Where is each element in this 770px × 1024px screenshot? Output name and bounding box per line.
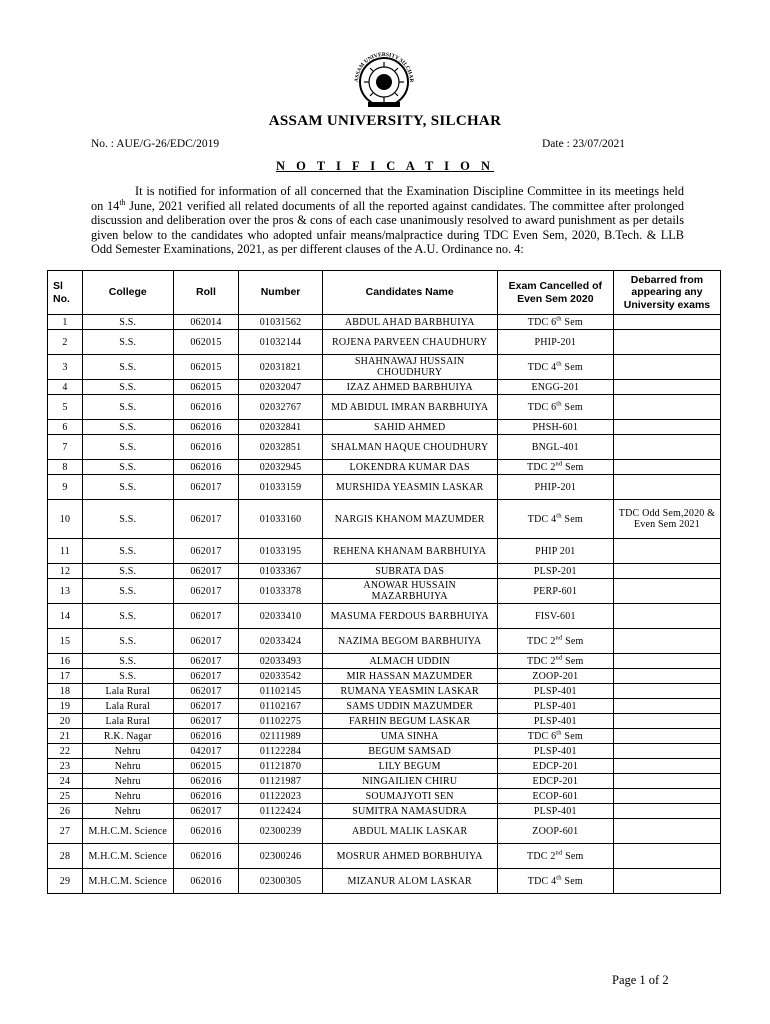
cell-roll: 062016: [173, 435, 239, 460]
cell-college: Lala Rural: [82, 699, 173, 714]
cell-roll: 062017: [173, 699, 239, 714]
cell-number: 02031821: [239, 355, 322, 380]
page-number: Page 1 of 2: [612, 973, 669, 987]
cell-exam-cancelled: ENGG-201: [497, 380, 613, 395]
table-row: [48, 669, 721, 684]
cell-sl: 3: [48, 355, 83, 380]
table-row: [48, 539, 721, 564]
cell-name: LILY BEGUM: [322, 759, 497, 774]
cell-exam-cancelled: EDCP-201: [497, 759, 613, 774]
cell-name: FARHIN BEGUM LASKAR: [322, 714, 497, 729]
cell-sl: 16: [48, 654, 83, 669]
table-row: [48, 629, 721, 654]
cell-name: MASUMA FERDOUS BARBHUIYA: [322, 604, 497, 629]
cell-roll: 062016: [173, 420, 239, 435]
table-row: [48, 475, 721, 500]
cell-college: S.S.: [82, 604, 173, 629]
cell-sl: 11: [48, 539, 83, 564]
cell-exam-cancelled: TDC 6th Sem: [497, 395, 613, 420]
cell-sl: 15: [48, 629, 83, 654]
cell-debarred: [613, 420, 720, 435]
cell-debarred: [613, 669, 720, 684]
cell-exam-cancelled: BNGL-401: [497, 435, 613, 460]
cell-college: S.S.: [82, 500, 173, 539]
cell-exam-cancelled: FISV-601: [497, 604, 613, 629]
cell-debarred: [613, 315, 720, 330]
cell-exam-cancelled: TDC 6th Sem: [497, 729, 613, 744]
cell-roll: 062017: [173, 579, 239, 604]
cell-number: 01032144: [239, 330, 322, 355]
cell-name: ROJENA PARVEEN CHAUDHURY: [322, 330, 497, 355]
table-row: [48, 729, 721, 744]
svg-text:ASSAM UNIVERSITY SILCHAR: ASSAM UNIVERSITY SILCHAR: [353, 52, 415, 83]
cell-number: 02032767: [239, 395, 322, 420]
cell-debarred: [613, 564, 720, 579]
cell-college: R.K. Nagar: [82, 729, 173, 744]
cell-sl: 19: [48, 699, 83, 714]
cell-exam-cancelled: ECOP-601: [497, 789, 613, 804]
table-row: [48, 395, 721, 420]
cell-college: S.S.: [82, 315, 173, 330]
cell-exam-cancelled: TDC 2nd Sem: [497, 629, 613, 654]
cell-debarred: [613, 844, 720, 869]
cell-sl: 24: [48, 774, 83, 789]
cell-debarred: [613, 539, 720, 564]
cell-debarred: [613, 654, 720, 669]
col-header-number: Number: [239, 271, 322, 315]
cell-college: Nehru: [82, 789, 173, 804]
cell-name: SHAHNAWAJ HUSSAIN CHOUDHURY: [322, 355, 497, 380]
cell-name: UMA SINHA: [322, 729, 497, 744]
col-header-roll: Roll: [173, 271, 239, 315]
cell-number: 02032851: [239, 435, 322, 460]
cell-sl: 26: [48, 804, 83, 819]
cell-roll: 062017: [173, 629, 239, 654]
punishment-table: [47, 270, 721, 894]
table-row: [48, 744, 721, 759]
cell-roll: 062015: [173, 330, 239, 355]
cell-name: RUMANA YEASMIN LASKAR: [322, 684, 497, 699]
table-row: [48, 819, 721, 844]
cell-number: 01122284: [239, 744, 322, 759]
cell-exam-cancelled: PHIP-201: [497, 475, 613, 500]
cell-roll: 062016: [173, 844, 239, 869]
col-header-exam-cancelled: Exam Cancelled of Even Sem 2020: [497, 271, 613, 315]
cell-exam-cancelled: EDCP-201: [497, 774, 613, 789]
cell-name: MOSRUR AHMED BORBHUIYA: [322, 844, 497, 869]
table-header-row: [48, 271, 721, 315]
cell-college: Nehru: [82, 774, 173, 789]
cell-roll: 062015: [173, 355, 239, 380]
cell-debarred: [613, 699, 720, 714]
cell-name: MURSHIDA YEASMIN LASKAR: [322, 475, 497, 500]
notification-date: Date : 23/07/2021: [542, 138, 626, 150]
cell-debarred: [613, 759, 720, 774]
cell-number: 02032841: [239, 420, 322, 435]
cell-sl: 6: [48, 420, 83, 435]
cell-number: 01033367: [239, 564, 322, 579]
cell-exam-cancelled: TDC 2nd Sem: [497, 654, 613, 669]
cell-college: Nehru: [82, 759, 173, 774]
cell-exam-cancelled: PLSP-401: [497, 714, 613, 729]
cell-number: 01122023: [239, 789, 322, 804]
cell-roll: 062017: [173, 564, 239, 579]
cell-exam-cancelled: PLSP-401: [497, 684, 613, 699]
cell-roll: 062016: [173, 819, 239, 844]
cell-roll: 062015: [173, 759, 239, 774]
cell-debarred: [613, 744, 720, 759]
cell-name: SUMITRA NAMASUDRA: [322, 804, 497, 819]
cell-college: S.S.: [82, 355, 173, 380]
cell-exam-cancelled: TDC 4th Sem: [497, 355, 613, 380]
cell-exam-cancelled: ZOOP-601: [497, 819, 613, 844]
cell-exam-cancelled: TDC 2nd Sem: [497, 460, 613, 475]
cell-college: S.S.: [82, 669, 173, 684]
cell-number: 02033410: [239, 604, 322, 629]
cell-roll: 062017: [173, 804, 239, 819]
cell-number: 02300239: [239, 819, 322, 844]
table-row: [48, 774, 721, 789]
cell-name: SOUMAJYOTI SEN: [322, 789, 497, 804]
table-row: [48, 315, 721, 330]
cell-college: S.S.: [82, 380, 173, 395]
cell-roll: 062014: [173, 315, 239, 330]
cell-debarred: [613, 604, 720, 629]
cell-roll: 062017: [173, 669, 239, 684]
cell-roll: 062017: [173, 539, 239, 564]
table-row: [48, 789, 721, 804]
cell-name: MD ABIDUL IMRAN BARBHUIYA: [322, 395, 497, 420]
cell-exam-cancelled: PLSP-201: [497, 564, 613, 579]
cell-college: S.S.: [82, 475, 173, 500]
cell-debarred: [613, 629, 720, 654]
cell-exam-cancelled: PLSP-401: [497, 699, 613, 714]
cell-name: SAHID AHMED: [322, 420, 497, 435]
cell-college: S.S.: [82, 629, 173, 654]
cell-roll: 062017: [173, 475, 239, 500]
cell-college: Lala Rural: [82, 714, 173, 729]
cell-exam-cancelled: PLSP-401: [497, 804, 613, 819]
table-row: [48, 869, 721, 894]
cell-debarred: [613, 819, 720, 844]
cell-number: 01031562: [239, 315, 322, 330]
cell-exam-cancelled: TDC 2nd Sem: [497, 844, 613, 869]
cell-debarred: [613, 435, 720, 460]
cell-sl: 25: [48, 789, 83, 804]
cell-college: S.S.: [82, 330, 173, 355]
cell-name: NARGIS KHANOM MAZUMDER: [322, 500, 497, 539]
cell-roll: 062017: [173, 654, 239, 669]
cell-name: NINGAILIEN CHIRU: [322, 774, 497, 789]
cell-college: S.S.: [82, 420, 173, 435]
cell-roll: 062017: [173, 714, 239, 729]
cell-sl: 20: [48, 714, 83, 729]
table-row: [48, 699, 721, 714]
cell-sl: 4: [48, 380, 83, 395]
table-row: [48, 714, 721, 729]
cell-name: ABDUL AHAD BARBHUIYA: [322, 315, 497, 330]
cell-exam-cancelled: PLSP-401: [497, 744, 613, 759]
cell-exam-cancelled: PERP-601: [497, 579, 613, 604]
cell-sl: 14: [48, 604, 83, 629]
cell-roll: 062017: [173, 684, 239, 699]
cell-college: S.S.: [82, 579, 173, 604]
cell-college: S.S.: [82, 395, 173, 420]
cell-roll: 062015: [173, 380, 239, 395]
cell-sl: 29: [48, 869, 83, 894]
cell-name: IZAZ AHMED BARBHUIYA: [322, 380, 497, 395]
cell-sl: 28: [48, 844, 83, 869]
table-row: [48, 844, 721, 869]
cell-number: 02111989: [239, 729, 322, 744]
cell-debarred: [613, 804, 720, 819]
cell-number: 01122424: [239, 804, 322, 819]
cell-debarred: [613, 460, 720, 475]
cell-roll: 062016: [173, 774, 239, 789]
cell-college: S.S.: [82, 435, 173, 460]
university-title: ASSAM UNIVERSITY, SILCHAR: [268, 113, 502, 129]
cell-sl: 1: [48, 315, 83, 330]
cell-debarred: [613, 395, 720, 420]
cell-roll: 062017: [173, 500, 239, 539]
table-row: [48, 420, 721, 435]
notification-heading: N O T I F I C A T I O N: [275, 159, 495, 173]
cell-number: 02032047: [239, 380, 322, 395]
cell-name: ANOWAR HUSSAIN MAZARBHUIYA: [322, 579, 497, 604]
cell-college: M.H.C.M. Science: [82, 869, 173, 894]
cell-roll: 062016: [173, 729, 239, 744]
cell-exam-cancelled: PHIP 201: [497, 539, 613, 564]
table-row: [48, 355, 721, 380]
table-row: [48, 500, 721, 539]
cell-sl: 12: [48, 564, 83, 579]
cell-name: SUBRATA DAS: [322, 564, 497, 579]
col-header-sl: Sl No.: [48, 271, 83, 315]
cell-name: ALMACH UDDIN: [322, 654, 497, 669]
cell-sl: 23: [48, 759, 83, 774]
cell-number: 02300246: [239, 844, 322, 869]
cell-name: MIR HASSAN MAZUMDER: [322, 669, 497, 684]
cell-sl: 22: [48, 744, 83, 759]
cell-sl: 17: [48, 669, 83, 684]
cell-exam-cancelled: ZOOP-201: [497, 669, 613, 684]
col-header-debarred: Debarred from appearing any University exams: [613, 271, 720, 315]
cell-name: ABDUL MALIK LASKAR: [322, 819, 497, 844]
cell-debarred: TDC Odd Sem,2020 & Even Sem 2021: [613, 500, 720, 539]
university-seal-logo: [346, 52, 422, 108]
cell-number: 01102145: [239, 684, 322, 699]
cell-exam-cancelled: TDC 4th Sem: [497, 869, 613, 894]
cell-name: NAZIMA BEGOM BARBHUIYA: [322, 629, 497, 654]
cell-number: 02033493: [239, 654, 322, 669]
cell-number: 01102275: [239, 714, 322, 729]
col-header-name: Candidates Name: [322, 271, 497, 315]
table-row: [48, 604, 721, 629]
cell-number: 01121987: [239, 774, 322, 789]
cell-college: Nehru: [82, 744, 173, 759]
cell-roll: 062017: [173, 604, 239, 629]
table-row: [48, 579, 721, 604]
cell-exam-cancelled: PHIP-201: [497, 330, 613, 355]
cell-sl: 13: [48, 579, 83, 604]
cell-exam-cancelled: TDC 6th Sem: [497, 315, 613, 330]
table-row: [48, 804, 721, 819]
cell-number: 01033378: [239, 579, 322, 604]
cell-name: SAMS UDDIN MAZUMDER: [322, 699, 497, 714]
cell-roll: 062016: [173, 869, 239, 894]
cell-sl: 2: [48, 330, 83, 355]
cell-name: REHENA KHANAM BARBHUIYA: [322, 539, 497, 564]
table-row: [48, 460, 721, 475]
cell-debarred: [613, 714, 720, 729]
cell-sl: 10: [48, 500, 83, 539]
cell-sl: 8: [48, 460, 83, 475]
cell-number: 02033542: [239, 669, 322, 684]
cell-exam-cancelled: PHSH-601: [497, 420, 613, 435]
cell-college: Lala Rural: [82, 684, 173, 699]
cell-roll: 062016: [173, 789, 239, 804]
cell-number: 01033160: [239, 500, 322, 539]
cell-roll: 042017: [173, 744, 239, 759]
table-row: [48, 435, 721, 460]
cell-roll: 062016: [173, 395, 239, 420]
table-row: [48, 684, 721, 699]
table-row: [48, 654, 721, 669]
cell-sl: 5: [48, 395, 83, 420]
cell-exam-cancelled: TDC 4th Sem: [497, 500, 613, 539]
cell-college: S.S.: [82, 460, 173, 475]
cell-name: LOKENDRA KUMAR DAS: [322, 460, 497, 475]
cell-college: S.S.: [82, 564, 173, 579]
table-row: [48, 564, 721, 579]
cell-sl: 27: [48, 819, 83, 844]
cell-debarred: [613, 774, 720, 789]
cell-debarred: [613, 684, 720, 699]
table-row: [48, 330, 721, 355]
cell-name: MIZANUR ALOM LASKAR: [322, 869, 497, 894]
cell-roll: 062016: [173, 460, 239, 475]
cell-debarred: [613, 729, 720, 744]
cell-debarred: [613, 475, 720, 500]
cell-number: 02033424: [239, 629, 322, 654]
cell-name: SHALMAN HAQUE CHOUDHURY: [322, 435, 497, 460]
cell-sl: 21: [48, 729, 83, 744]
cell-sl: 7: [48, 435, 83, 460]
table-row: [48, 759, 721, 774]
cell-debarred: [613, 330, 720, 355]
cell-debarred: [613, 380, 720, 395]
cell-college: Nehru: [82, 804, 173, 819]
cell-debarred: [613, 789, 720, 804]
cell-name: BEGUM SAMSAD: [322, 744, 497, 759]
cell-number: 01121870: [239, 759, 322, 774]
cell-number: 02032945: [239, 460, 322, 475]
cell-debarred: [613, 355, 720, 380]
table-row: [48, 380, 721, 395]
cell-number: 01102167: [239, 699, 322, 714]
col-header-college: College: [82, 271, 173, 315]
cell-college: M.H.C.M. Science: [82, 819, 173, 844]
cell-college: S.S.: [82, 654, 173, 669]
cell-college: S.S.: [82, 539, 173, 564]
reference-number: No. : AUE/G-26/EDC/2019: [91, 138, 220, 150]
cell-number: 01033195: [239, 539, 322, 564]
cell-number: 01033159: [239, 475, 322, 500]
cell-college: M.H.C.M. Science: [82, 844, 173, 869]
cell-debarred: [613, 869, 720, 894]
cell-debarred: [613, 579, 720, 604]
cell-sl: 9: [48, 475, 83, 500]
cell-number: 02300305: [239, 869, 322, 894]
notification-body: It is notified for information of all concerned that the Examination Discipline Committee in its meetings held on 14th June, 2021 verified all related documents of all the reported against candidates. The committee after prolonged discussion and deliberation over the pros & cons of each case unanimously resolved to award punishment as per details given below to the candidates who adopted unfair means/malpractice during TDC Even Sem, 2020, B.Tech. & LLB Odd Semester Examinations, 2021, as per different clauses of the A.U. Ordinance no. 4:: [91, 184, 684, 257]
cell-sl: 18: [48, 684, 83, 699]
